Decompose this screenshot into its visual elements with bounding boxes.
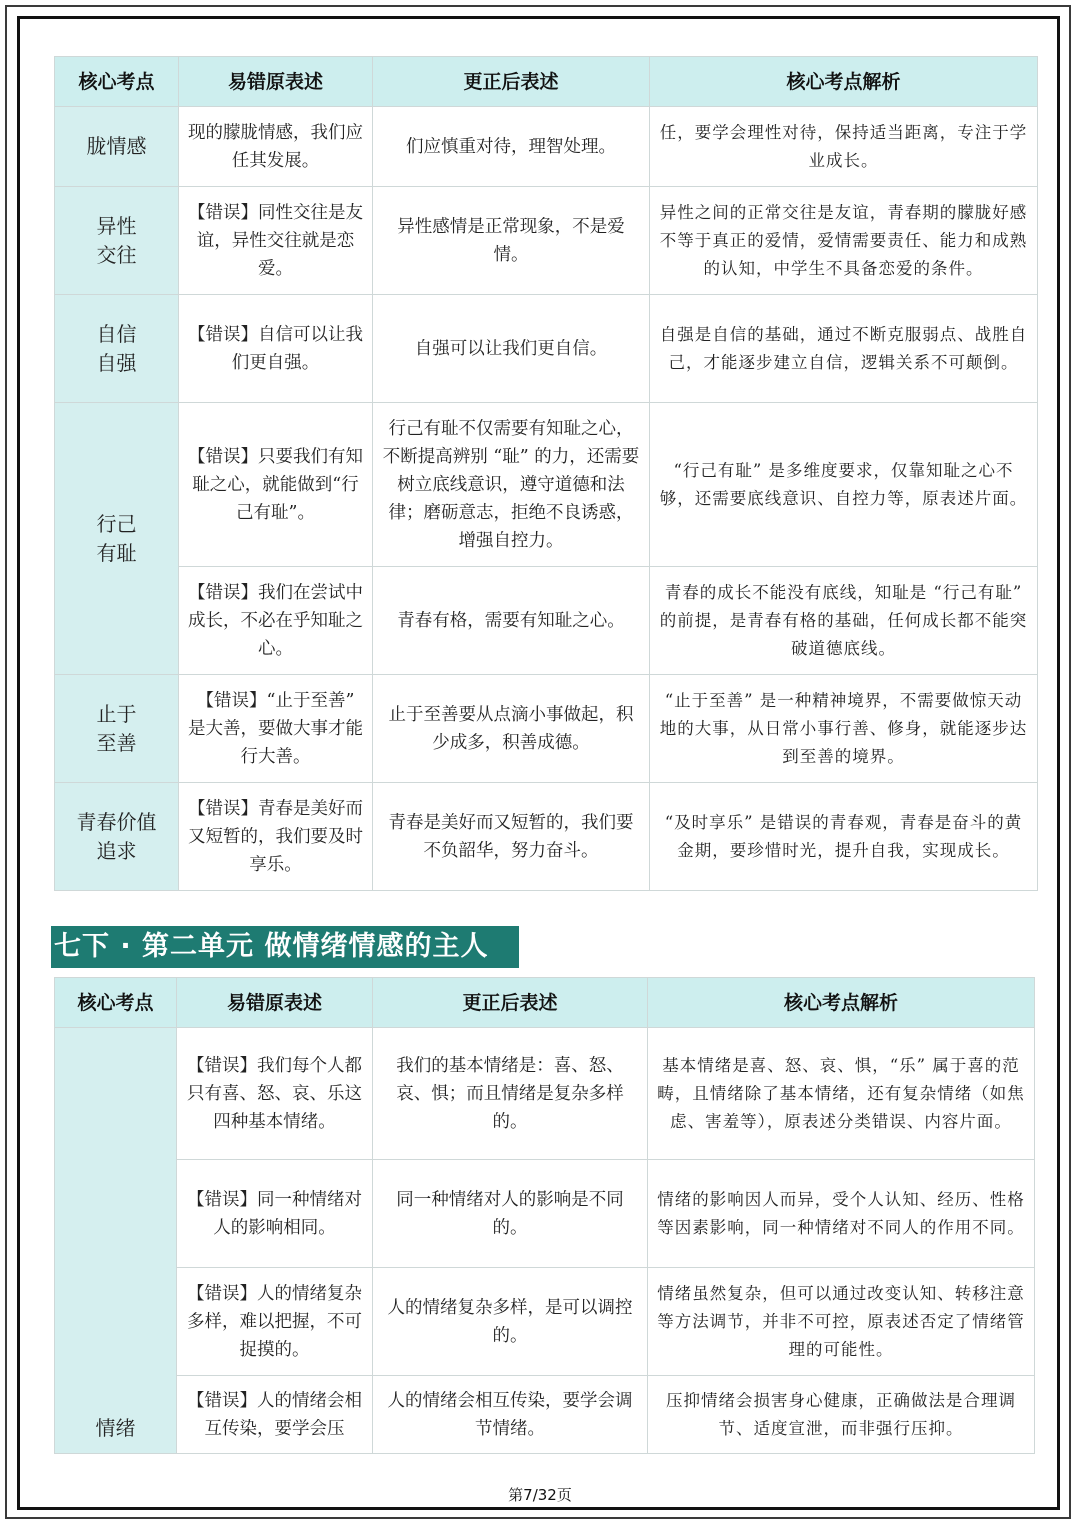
table-row	[55, 567, 1038, 675]
table-row	[55, 403, 1038, 567]
header-correct: 更正后表述	[373, 57, 650, 107]
corrected-statement: 异性感情是正常现象，不是爱情。	[373, 187, 650, 295]
header-analysis: 核心考点解析	[650, 57, 1038, 107]
wrong-statement: 现的朦胧情感，我们应任其发展。	[179, 107, 373, 187]
analysis: 自强是自信的基础，通过不断克服弱点、战胜自己，才能逐步建立自信，逻辑关系不可颠倒。	[650, 295, 1038, 403]
topic-cell: 异性 交往	[55, 187, 179, 295]
analysis: 任，要学会理性对待，保持适当距离，专注于学业成长。	[650, 107, 1038, 187]
topic-label: 情绪	[95, 1416, 136, 1440]
analysis: 异性之间的正常交往是友谊，青春期的朦胧好感不等于真正的爱情，爱情需要责任、能力和成熟的认知，中学生不具备恋爱的条件。	[650, 187, 1038, 295]
wrong-statement: 【错误】人的情绪复杂多样，难以把握，不可捉摸的。	[177, 1268, 373, 1376]
analysis: 情绪的影响因人而异，受个人认知、经历、性格等因素影响，同一种情绪对不同人的作用不同。	[648, 1160, 1035, 1268]
analysis: 基本情绪是喜、怒、哀、惧，“乐” 属于喜的范畴，且情绪除了基本情绪，还有复杂情绪（如焦虑、害羞等），原表述分类错误、内容片面。	[648, 1028, 1035, 1160]
topic-cell: 自信 自强	[55, 295, 179, 403]
analysis: “行己有耻” 是多维度要求，仅靠知耻之心不够，还需要底线意识、自控力等，原表述片面。	[650, 403, 1038, 567]
wrong-statement: 【错误】同一种情绪对人的影响相同。	[177, 1160, 373, 1268]
wrong-statement: 【错误】青春是美好而又短暂的，我们要及时享乐。	[179, 783, 373, 891]
corrected-statement: 人的情绪会相互传染，要学会调节情绪。	[373, 1376, 648, 1454]
header-analysis: 核心考点解析	[648, 978, 1035, 1028]
corrected-statement: 行己有耻不仅需要有知耻之心，不断提高辨别 “耻” 的力，还需要树立底线意识，遵守道德和法律；磨砺意志，拒绝不良诱惑，增强自控力。	[373, 403, 650, 567]
page-number: 第7/32页	[508, 1486, 572, 1504]
wrong-statement: 【错误】只要我们有知耻之心，就能做到“行己有耻”。	[179, 403, 373, 567]
topic-cell: 青春价值 追求	[55, 783, 179, 891]
analysis: “及时享乐” 是错误的青春观，青春是奋斗的黄金期，要珍惜时光，提升自我，实现成长。	[650, 783, 1038, 891]
table-row	[55, 1160, 1035, 1268]
analysis: 青春的成长不能没有底线，知耻是 “行己有耻” 的前提，是青春有格的基础，任何成长都不能突破道德底线。	[650, 567, 1038, 675]
corrected-statement: 青春有格，需要有知耻之心。	[373, 567, 650, 675]
topic-cell: 行己 有耻	[55, 403, 179, 675]
corrected-statement: 人的情绪复杂多样，是可以调控的。	[373, 1268, 648, 1376]
wrong-statement: 【错误】我们在尝试中成长，不必在乎知耻之心。	[179, 567, 373, 675]
table-row	[55, 1268, 1035, 1376]
key-points-table-unit2	[54, 977, 1035, 1454]
topic-cell: 止于 至善	[55, 675, 179, 783]
analysis: “止于至善” 是一种精神境界，不需要做惊天动地的大事，从日常小事行善、修身，就能逐步达到至善的境界。	[650, 675, 1038, 783]
topic-cell: 胧情感	[55, 107, 179, 187]
table-row	[55, 187, 1038, 295]
analysis: 情绪虽然复杂，但可以通过改变认知、转移注意等方法调节，并非不可控，原表述否定了情绪管理的可能性。	[648, 1268, 1035, 1376]
corrected-statement: 止于至善要从点滴小事做起，积少成多，积善成德。	[373, 675, 650, 783]
wrong-statement: 【错误】人的情绪会相互传染，要学会压	[177, 1376, 373, 1454]
corrected-statement: 自强可以让我们更自信。	[373, 295, 650, 403]
header-correct: 更正后表述	[373, 978, 648, 1028]
header-wrong: 易错原表述	[177, 978, 373, 1028]
corrected-statement: 青春是美好而又短暂的，我们要不负韶华，努力奋斗。	[373, 783, 650, 891]
table-row	[55, 1376, 1035, 1454]
corrected-statement: 我们的基本情绪是：喜、怒、哀、惧；而且情绪是复杂多样的。	[373, 1028, 648, 1160]
table-row	[55, 675, 1038, 783]
header-wrong: 易错原表述	[179, 57, 373, 107]
table-header-row	[55, 57, 1038, 107]
corrected-statement: 们应慎重对待，理智处理。	[373, 107, 650, 187]
section-title: 七下 · 第二单元 做情绪情感的主人	[51, 926, 519, 968]
table-row	[55, 1028, 1035, 1160]
table-row	[55, 783, 1038, 891]
table-row	[55, 295, 1038, 403]
wrong-statement: 【错误】我们每个人都只有喜、怒、哀、乐这四种基本情绪。	[177, 1028, 373, 1160]
table-row	[55, 107, 1038, 187]
header-topic: 核心考点	[55, 978, 177, 1028]
table-header-row	[55, 978, 1035, 1028]
corrected-statement: 同一种情绪对人的影响是不同的。	[373, 1160, 648, 1268]
header-topic: 核心考点	[55, 57, 179, 107]
wrong-statement: 【错误】同性交往是友谊，异性交往就是恋爱。	[179, 187, 373, 295]
topic-cell	[55, 1028, 177, 1454]
key-points-table-unit1	[54, 56, 1038, 891]
wrong-statement: 【错误】自信可以让我们更自强。	[179, 295, 373, 403]
wrong-statement: 【错误】“止于至善” 是大善，要做大事才能行大善。	[179, 675, 373, 783]
analysis: 压抑情绪会损害身心健康，正确做法是合理调节、适度宣泄，而非强行压抑。	[648, 1376, 1035, 1454]
